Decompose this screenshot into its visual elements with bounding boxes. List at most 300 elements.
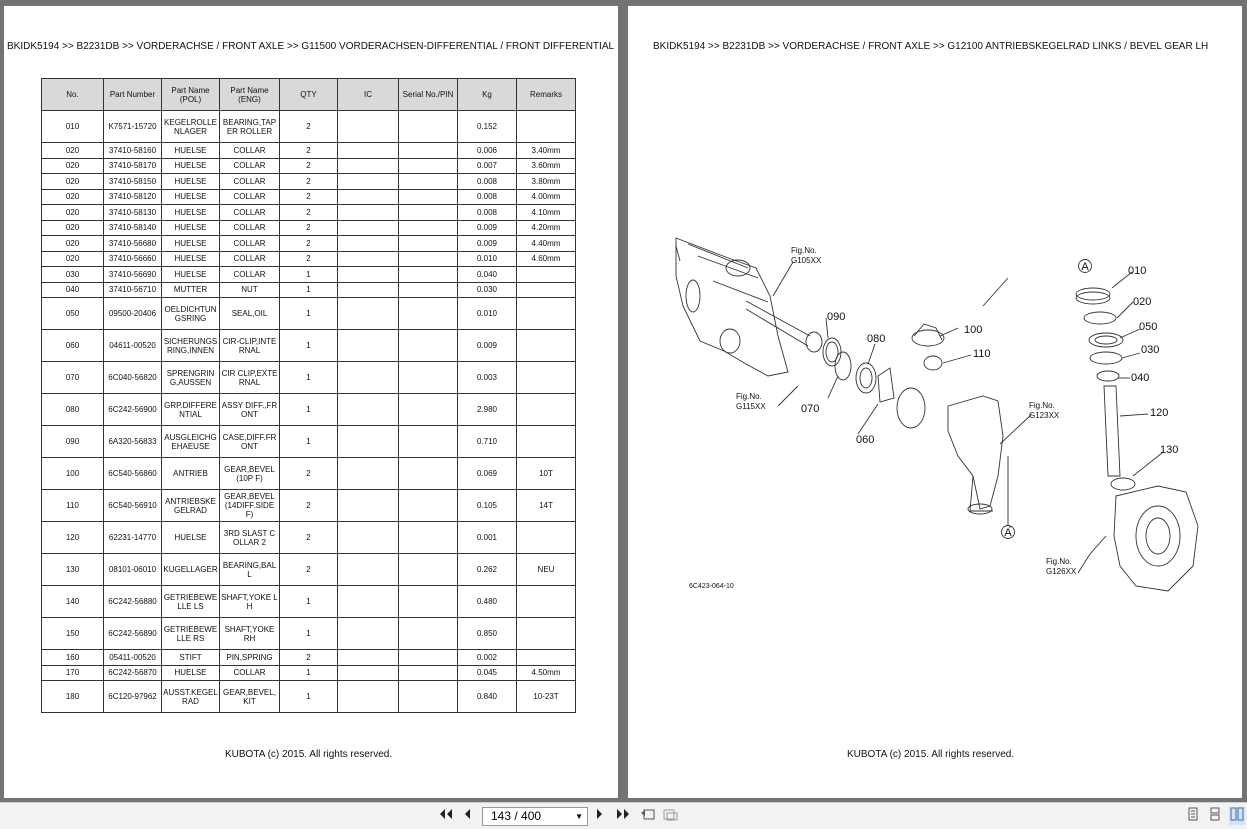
right-breadcrumb: BKIDK5194 >> B2231DB >> VORDERACHSE / FRONT AXLE >> G12100 ANTRIEBSKEGELRAD LINKS / BEVEL GEAR LH (653, 41, 1209, 52)
cell-pol: HUELSE (162, 174, 220, 190)
left-document-page (4, 6, 618, 798)
cell-part: 09500-20406 (104, 298, 162, 330)
drawing-code: 6C423-064-10 (689, 583, 734, 590)
cell-no: 020 (42, 174, 104, 190)
cell-ic (338, 618, 399, 650)
first-page-icon[interactable] (437, 807, 455, 825)
left-breadcrumb: BKIDK5194 >> B2231DB >> VORDERACHSE / FRONT AXLE >> G11500 VORDERACHSEN-DIFFERENTIAL / FRONT DIFFERENTIAL (7, 41, 615, 52)
cell-pol: OELDICHTUNGSRING (162, 298, 220, 330)
table-row (42, 298, 576, 330)
cell-part: 37410-58160 (104, 143, 162, 159)
cell-no: 020 (42, 236, 104, 252)
cell-ic (338, 158, 399, 174)
table-row (42, 205, 576, 221)
cell-serial (399, 586, 458, 618)
cell-eng: COLLAR (220, 174, 280, 190)
cell-eng: NUT (220, 282, 280, 298)
cell-part: 6C120-97962 (104, 681, 162, 713)
cell-kg: 0.009 (458, 330, 517, 362)
cell-pol: AUSGLEICHGEHAEUSE (162, 426, 220, 458)
cell-ic (338, 458, 399, 490)
table-row (42, 618, 576, 650)
cell-pol: HUELSE (162, 665, 220, 681)
cell-part: 37410-58150 (104, 174, 162, 190)
cell-no: 020 (42, 158, 104, 174)
cell-remarks: 14T (517, 490, 576, 522)
header-no: No. (42, 79, 104, 111)
right-footer: KUBOTA (c) 2015. All rights reserved. (847, 749, 1015, 760)
table-row (42, 665, 576, 681)
table-row (42, 522, 576, 554)
cell-eng: CIR-CLIP,INTERNAL (220, 330, 280, 362)
cell-eng: COLLAR (220, 236, 280, 252)
table-row (42, 251, 576, 267)
cell-serial (399, 174, 458, 190)
cell-part: 05411-00520 (104, 650, 162, 666)
cell-serial (399, 298, 458, 330)
cell-pol: HUELSE (162, 522, 220, 554)
cell-eng: GEAR,BEVEL, KIT (220, 681, 280, 713)
table-row (42, 681, 576, 713)
cell-no: 170 (42, 665, 104, 681)
cell-pol: STIFT (162, 650, 220, 666)
callout-100: 100 (964, 324, 983, 336)
header-remarks: Remarks (517, 79, 576, 111)
cell-remarks: 3.40mm (517, 143, 576, 159)
cell-remarks (517, 298, 576, 330)
cell-part: K7571-15720 (104, 111, 162, 143)
cell-no: 060 (42, 330, 104, 362)
cell-serial (399, 681, 458, 713)
cell-pol: SICHERUNGSRING,INNEN (162, 330, 220, 362)
two-page-view-icon[interactable] (1229, 807, 1245, 825)
cell-part: 37410-56660 (104, 251, 162, 267)
cell-kg: 0.006 (458, 143, 517, 159)
cell-qty: 1 (280, 267, 338, 283)
table-row (42, 458, 576, 490)
cell-remarks: 10-23T (517, 681, 576, 713)
cell-ic (338, 189, 399, 205)
table-row (42, 282, 576, 298)
cell-remarks: 3.60mm (517, 158, 576, 174)
cell-remarks: 4.60mm (517, 251, 576, 267)
table-row (42, 158, 576, 174)
cell-pol: HUELSE (162, 220, 220, 236)
ref-marker-top: A (1081, 261, 1089, 273)
cell-part: 6C540-56910 (104, 490, 162, 522)
callout-130: 130 (1160, 444, 1179, 456)
cell-no: 090 (42, 426, 104, 458)
cell-qty: 2 (280, 174, 338, 190)
callout-080: 080 (867, 333, 886, 345)
cell-kg: 0.010 (458, 251, 517, 267)
cell-qty: 1 (280, 394, 338, 426)
cell-no: 070 (42, 362, 104, 394)
table-row (42, 174, 576, 190)
cell-eng: CIR CLIP,EXTERNAL (220, 362, 280, 394)
cell-serial (399, 220, 458, 236)
cell-ic (338, 205, 399, 221)
cell-part: 6C540-56860 (104, 458, 162, 490)
cell-ic (338, 426, 399, 458)
callout-070: 070 (801, 403, 820, 415)
cell-part: 62231-14770 (104, 522, 162, 554)
callout-040: 040 (1131, 372, 1150, 384)
ref-marker-bottom: A (1004, 527, 1012, 539)
cell-eng: CASE,DIFF.FRONT (220, 426, 280, 458)
table-row (42, 490, 576, 522)
cell-pol: ANTRIEBSKEGELRAD (162, 490, 220, 522)
cell-qty: 2 (280, 158, 338, 174)
callout-030: 030 (1141, 344, 1160, 356)
cell-pol: HUELSE (162, 267, 220, 283)
cell-no: 080 (42, 394, 104, 426)
cell-no: 050 (42, 298, 104, 330)
cell-qty: 2 (280, 220, 338, 236)
header-qty: QTY (280, 79, 338, 111)
cell-pol: ANTRIEB (162, 458, 220, 490)
cell-qty: 2 (280, 522, 338, 554)
cell-kg: 0.008 (458, 189, 517, 205)
cell-pol: GETRIEBEWELLE LS (162, 586, 220, 618)
single-page-view-icon[interactable] (1185, 807, 1201, 825)
header-kg: Kg (458, 79, 517, 111)
cell-serial (399, 362, 458, 394)
continuous-view-icon[interactable] (1207, 807, 1223, 825)
cell-ic (338, 282, 399, 298)
table-row (42, 650, 576, 666)
fig-ref-g105xx: G105XX (791, 256, 822, 265)
cell-kg: 0.009 (458, 220, 517, 236)
cell-ic (338, 362, 399, 394)
fig-label-4: Fig.No. (1046, 557, 1072, 566)
cell-part: 04611-00520 (104, 330, 162, 362)
cell-kg: 0.010 (458, 298, 517, 330)
cell-pol: HUELSE (162, 236, 220, 252)
cell-serial (399, 189, 458, 205)
cell-remarks (517, 362, 576, 394)
cell-serial (399, 665, 458, 681)
cell-remarks: 4.50mm (517, 665, 576, 681)
cell-serial (399, 330, 458, 362)
cell-ic (338, 236, 399, 252)
cell-kg: 2.980 (458, 394, 517, 426)
cell-ic (338, 298, 399, 330)
table-header-row (42, 79, 576, 111)
cell-eng: 3RD SLAST COLLAR 2 (220, 522, 280, 554)
cell-serial (399, 267, 458, 283)
cell-remarks (517, 330, 576, 362)
cell-serial (399, 490, 458, 522)
cell-part: 6C040-56820 (104, 362, 162, 394)
fig-label-3: Fig.No. (1029, 401, 1055, 410)
cell-eng: COLLAR (220, 158, 280, 174)
next-page-icon[interactable] (593, 807, 607, 825)
cell-eng: GEAR,BEVEL (14DIFF.SIDE F) (220, 490, 280, 522)
cell-remarks (517, 111, 576, 143)
table-row (42, 330, 576, 362)
cell-qty: 1 (280, 298, 338, 330)
cell-eng: COLLAR (220, 267, 280, 283)
page-indicator: 143 / 400 (491, 809, 542, 823)
cell-kg: 0.105 (458, 490, 517, 522)
axle-housing-shape (676, 238, 788, 376)
cell-no: 020 (42, 143, 104, 159)
right-housing-shape (1114, 486, 1198, 591)
cell-qty: 2 (280, 650, 338, 666)
cell-remarks (517, 282, 576, 298)
table-row (42, 362, 576, 394)
cell-serial (399, 618, 458, 650)
cell-remarks (517, 618, 576, 650)
cell-no: 140 (42, 586, 104, 618)
table-row (42, 220, 576, 236)
cell-eng: BEARING,TAPER ROLLER (220, 111, 280, 143)
cell-kg: 0.003 (458, 362, 517, 394)
cell-pol: HUELSE (162, 158, 220, 174)
callout-060: 060 (856, 434, 875, 446)
cell-part: 6C242-56900 (104, 394, 162, 426)
cell-remarks (517, 522, 576, 554)
cell-no: 040 (42, 282, 104, 298)
cell-part: 6C242-56880 (104, 586, 162, 618)
cell-eng: COLLAR (220, 143, 280, 159)
cell-part: 37410-58170 (104, 158, 162, 174)
cell-kg: 0.007 (458, 158, 517, 174)
cell-kg: 0.045 (458, 665, 517, 681)
cell-qty: 2 (280, 490, 338, 522)
cell-serial (399, 111, 458, 143)
cell-pol: HUELSE (162, 143, 220, 159)
cell-remarks: 10T (517, 458, 576, 490)
cell-kg: 0.009 (458, 236, 517, 252)
table-row (42, 426, 576, 458)
cell-serial (399, 236, 458, 252)
cell-pol: KEGELROLLENLAGER (162, 111, 220, 143)
cell-eng: SHAFT,YOKE RH (220, 618, 280, 650)
cell-qty: 1 (280, 618, 338, 650)
cell-no: 160 (42, 650, 104, 666)
cell-remarks: 3.80mm (517, 174, 576, 190)
cell-kg: 0.001 (458, 522, 517, 554)
cell-no: 180 (42, 681, 104, 713)
cell-qty: 2 (280, 143, 338, 159)
cell-remarks: 4.10mm (517, 205, 576, 221)
last-page-icon[interactable] (614, 807, 632, 825)
cell-part: 37410-58140 (104, 220, 162, 236)
callout-050: 050 (1139, 321, 1158, 333)
cell-eng: GEAR,BEVEL (10P F) (220, 458, 280, 490)
cell-part: 08101-06010 (104, 554, 162, 586)
cell-kg: 0.850 (458, 618, 517, 650)
cell-no: 020 (42, 220, 104, 236)
cell-no: 130 (42, 554, 104, 586)
callout-120: 120 (1150, 407, 1169, 419)
cell-part: 6C242-56870 (104, 665, 162, 681)
cell-remarks: NEU (517, 554, 576, 586)
cell-kg: 0.262 (458, 554, 517, 586)
cell-remarks (517, 394, 576, 426)
cell-ic (338, 267, 399, 283)
table-row (42, 189, 576, 205)
cell-qty: 1 (280, 426, 338, 458)
cell-no: 030 (42, 267, 104, 283)
cell-eng: PIN,SPRING (220, 650, 280, 666)
fig-ref-g126xx: G126XX (1046, 567, 1077, 576)
header-part-name-eng: Part Name (ENG) (220, 79, 280, 111)
cell-ic (338, 111, 399, 143)
header-part-name-pol: Part Name (POL) (162, 79, 220, 111)
fig-ref-g115xx: G115XX (736, 402, 766, 411)
cell-pol: AUSST.KEGELRAD (162, 681, 220, 713)
cell-ic (338, 174, 399, 190)
table-row (42, 111, 576, 143)
cell-no: 150 (42, 618, 104, 650)
fig-ref-g123xx: G123XX (1029, 411, 1060, 420)
header-serial: Serial No./PIN (399, 79, 458, 111)
cell-qty: 2 (280, 111, 338, 143)
cell-part: 6C242-56890 (104, 618, 162, 650)
cell-ic (338, 394, 399, 426)
cell-remarks: 4.20mm (517, 220, 576, 236)
cell-kg: 0.008 (458, 174, 517, 190)
cell-qty: 1 (280, 330, 338, 362)
callout-020: 020 (1133, 296, 1152, 308)
cell-ic (338, 665, 399, 681)
cell-no: 120 (42, 522, 104, 554)
cell-ic (338, 490, 399, 522)
cell-no: 020 (42, 205, 104, 221)
cell-qty: 2 (280, 236, 338, 252)
cell-qty: 1 (280, 681, 338, 713)
cell-eng: COLLAR (220, 665, 280, 681)
cell-eng: COLLAR (220, 220, 280, 236)
cell-kg: 0.040 (458, 267, 517, 283)
cell-kg: 0.840 (458, 681, 517, 713)
cell-no: 010 (42, 111, 104, 143)
parts-table (41, 78, 576, 713)
exploded-diagram (628, 6, 1242, 798)
cell-serial (399, 143, 458, 159)
cell-kg: 0.008 (458, 205, 517, 221)
cell-remarks (517, 267, 576, 283)
cell-serial (399, 282, 458, 298)
cell-qty: 1 (280, 665, 338, 681)
cell-serial (399, 205, 458, 221)
cell-ic (338, 554, 399, 586)
cell-ic (338, 220, 399, 236)
diff-housing-shape (948, 396, 1003, 509)
chevron-down-icon: ▼ (575, 812, 583, 821)
table-row (42, 394, 576, 426)
cell-serial (399, 394, 458, 426)
cell-eng: COLLAR (220, 189, 280, 205)
table-row (42, 586, 576, 618)
cell-no: 020 (42, 189, 104, 205)
cell-no: 020 (42, 251, 104, 267)
previous-page-icon[interactable] (460, 807, 474, 825)
callout-010: 010 (1128, 265, 1147, 277)
table-row (42, 267, 576, 283)
cell-eng: SEAL,OIL (220, 298, 280, 330)
cell-qty: 2 (280, 189, 338, 205)
cell-no: 100 (42, 458, 104, 490)
cell-pol: KUGELLAGER (162, 554, 220, 586)
table-row (42, 554, 576, 586)
callout-090: 090 (827, 311, 846, 323)
cell-part: 37410-58120 (104, 189, 162, 205)
cell-pol: HUELSE (162, 189, 220, 205)
cell-eng: COLLAR (220, 251, 280, 267)
page-number-select[interactable] (482, 807, 588, 826)
cell-ic (338, 586, 399, 618)
cell-ic (338, 522, 399, 554)
cell-pol: MUTTER (162, 282, 220, 298)
cell-qty: 1 (280, 282, 338, 298)
parts-table-body (42, 111, 576, 713)
cell-eng: ASSY DIFF.,FRONT (220, 394, 280, 426)
cell-part: 37410-56690 (104, 267, 162, 283)
cell-serial (399, 650, 458, 666)
cell-pol: GETRIEBEWELLE RS (162, 618, 220, 650)
fig-label-1: Fig.No. (791, 246, 817, 255)
cell-serial (399, 522, 458, 554)
table-row (42, 143, 576, 159)
cell-ic (338, 251, 399, 267)
cell-part: 37410-56710 (104, 282, 162, 298)
cell-eng: COLLAR (220, 205, 280, 221)
cell-serial (399, 426, 458, 458)
cell-eng: SHAFT,YOKE LH (220, 586, 280, 618)
cell-serial (399, 458, 458, 490)
left-footer: KUBOTA (c) 2015. All rights reserved. (225, 749, 393, 760)
cell-kg: 0.710 (458, 426, 517, 458)
cell-ic (338, 330, 399, 362)
header-ic: IC (338, 79, 399, 111)
cell-kg: 0.152 (458, 111, 517, 143)
callout-110: 110 (973, 348, 991, 360)
cell-ic (338, 681, 399, 713)
cell-serial (399, 251, 458, 267)
snap-ring-070 (835, 352, 851, 380)
cell-qty: 2 (280, 251, 338, 267)
cell-kg: 0.030 (458, 282, 517, 298)
cell-remarks: 4.00mm (517, 189, 576, 205)
cell-qty: 2 (280, 554, 338, 586)
cell-ic (338, 650, 399, 666)
table-row (42, 236, 576, 252)
right-document-page (628, 6, 1242, 798)
cell-part: 37410-58130 (104, 205, 162, 221)
cell-kg: 0.480 (458, 586, 517, 618)
cell-pol: SPRENGRING,AUSSEN (162, 362, 220, 394)
back-view-icon[interactable] (639, 807, 657, 825)
cell-pol: HUELSE (162, 251, 220, 267)
cell-remarks (517, 426, 576, 458)
cell-kg: 0.002 (458, 650, 517, 666)
cell-remarks (517, 650, 576, 666)
cell-part: 6A320-56833 (104, 426, 162, 458)
cell-qty: 1 (280, 586, 338, 618)
cell-pol: HUELSE (162, 205, 220, 221)
cell-ic (338, 143, 399, 159)
cell-qty: 2 (280, 458, 338, 490)
cell-no: 110 (42, 490, 104, 522)
forward-view-icon[interactable] (661, 807, 679, 825)
cell-pol: GRP.DIFFERENTIAL (162, 394, 220, 426)
viewer-toolbar (0, 802, 1247, 829)
fig-label-2: Fig.No. (736, 392, 762, 401)
